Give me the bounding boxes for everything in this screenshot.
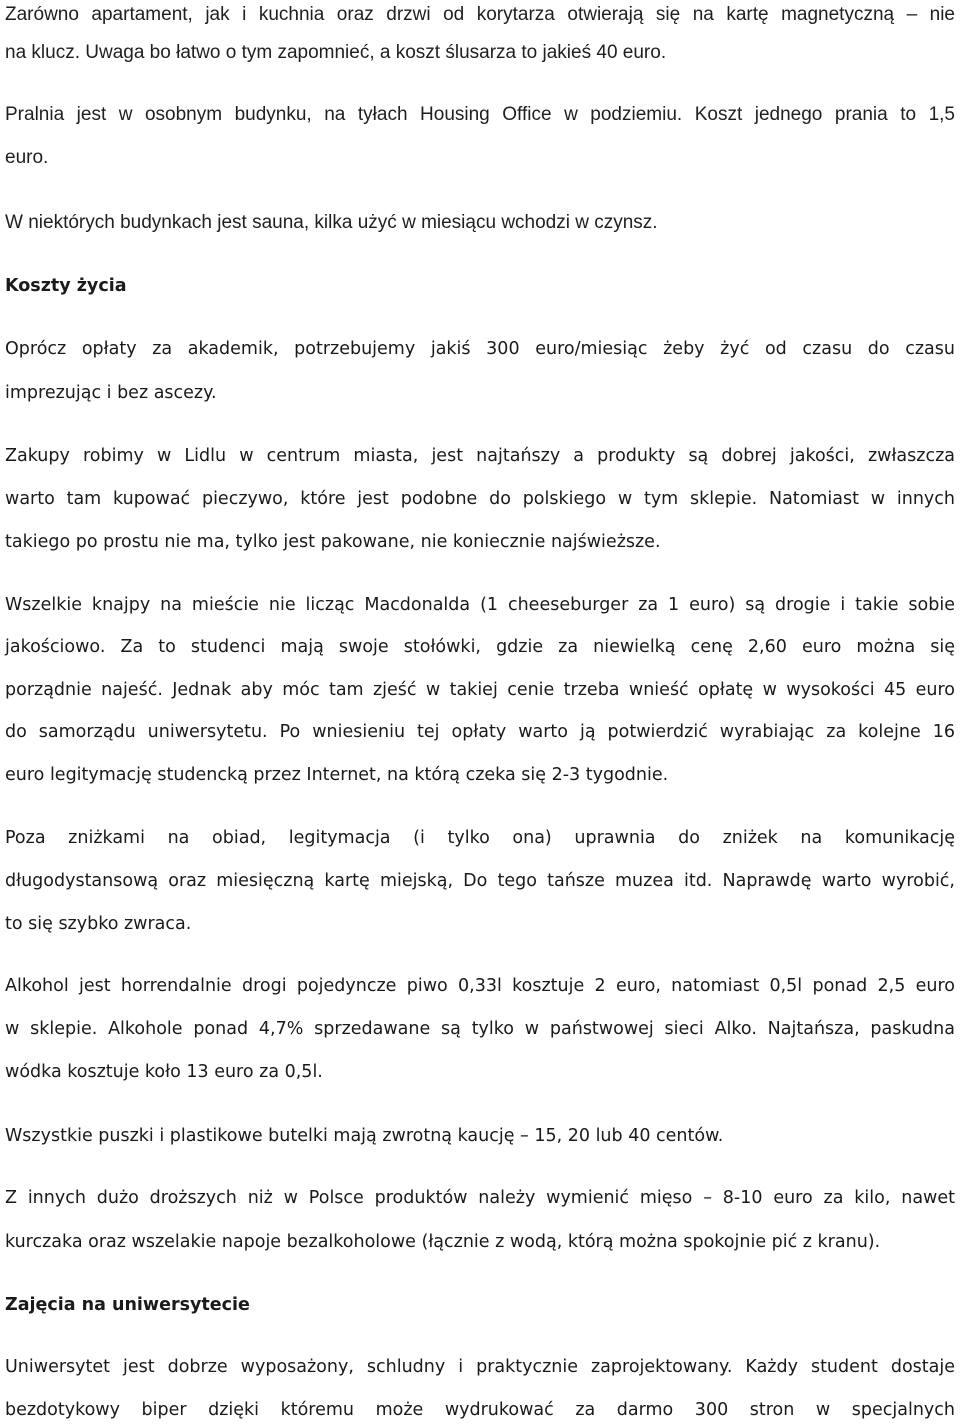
text-line: wódka kosztuje koło 13 euro za 0,5l. — [5, 1062, 323, 1082]
text-line: Zarówno apartament, jak i kuchnia oraz drzwi od korytarza otwierają się na kartę magnetyczną – nie — [5, 4, 955, 25]
text-line: Wszelkie knajpy na mieście nie licząc Macdonalda (1 cheeseburger za 1 euro) są drogie i takie sobie — [5, 595, 955, 615]
text-line: w sklepie. Alkohole ponad 4,7% sprzedawane są tylko w państwowej sieci Alko. Najtańsza, paskudna — [5, 1019, 955, 1039]
text-line: Z innych dużo droższych niż w Polsce produktów należy wymienić mięso – 8-10 euro za kilo, nawet — [5, 1188, 955, 1208]
text-line: euro. — [5, 147, 49, 168]
text-line: Oprócz opłaty za akademik, potrzebujemy jakiś 300 euro/miesiąc żeby żyć od czasu do czasu — [5, 339, 955, 359]
text-line: Alkohol jest horrendalnie drogi pojedyncze piwo 0,33l kosztuje 2 euro, natomiast 0,5l ponad 2,5 euro — [5, 976, 955, 996]
text-line: jakościowo. Za to studenci mają swoje stołówki, gdzie za niewielką cenę 2,60 euro można się — [5, 637, 955, 657]
section-heading: Zajęcia na uniwersytecie — [5, 1295, 250, 1315]
text-line: W niektórych budynkach jest sauna, kilka użyć w miesiącu wchodzi w czynsz. — [5, 212, 658, 233]
text-line: kurczaka oraz wszelakie napoje bezalkoholowe (łącznie z wodą, którą można spokojnie pić z kranu). — [5, 1232, 881, 1252]
text-line: do samorządu uniwersytetu. Po wniesieniu tej opłaty warto ją potwierdzić wyrabiając za kolejne 16 — [5, 722, 955, 742]
text-line: Zakupy robimy w Lidlu w centrum miasta, jest najtańszy a produkty są dobrej jakości, zwłaszcza — [5, 446, 955, 466]
text-line: porządnie najeść. Jednak aby móc tam zjeść w takiej cenie trzeba wnieść opłatę w wysokości 45 euro — [5, 680, 955, 700]
text-line: takiego po prostu nie ma, tylko jest pakowane, nie koniecznie najświeższe. — [5, 532, 661, 552]
text-line: Uniwersytet jest dobrze wyposażony, schludny i praktycznie zaprojektowany. Każdy student dostaje — [5, 1357, 955, 1377]
text-line: warto tam kupować pieczywo, które jest podobne do polskiego w tym sklepie. Natomiast w innych — [5, 489, 955, 509]
text-line: bezdotykowy biper dzięki któremu może wydrukować za darmo 300 stron w specjalnych — [5, 1400, 955, 1420]
text-line: na klucz. Uwaga bo łatwo o tym zapomnieć, a koszt ślusarza to jakieś 40 euro. — [5, 42, 667, 63]
text-line: Poza zniżkami na obiad, legitymacja (i tylko ona) uprawnia do zniżek na komunikację — [5, 828, 955, 848]
section-heading: Koszty życia — [5, 276, 127, 296]
text-line: długodystansową oraz miesięczną kartę miejską, Do tego tańsze muzea itd. Naprawdę warto wyrobić, — [5, 871, 955, 891]
text-line: imprezując i bez ascezy. — [5, 383, 217, 403]
text-line: euro legitymację studencką przez Internet, na którą czeka się 2-3 tygodnie. — [5, 765, 669, 785]
text-line: Wszystkie puszki i plastikowe butelki mają zwrotną kaucję – 15, 20 lub 40 centów. — [5, 1126, 724, 1146]
text-line: to się szybko zwraca. — [5, 914, 192, 934]
text-line: Pralnia jest w osobnym budynku, na tyłach Housing Office w podziemiu. Koszt jednego prania to 1,5 — [5, 104, 955, 125]
